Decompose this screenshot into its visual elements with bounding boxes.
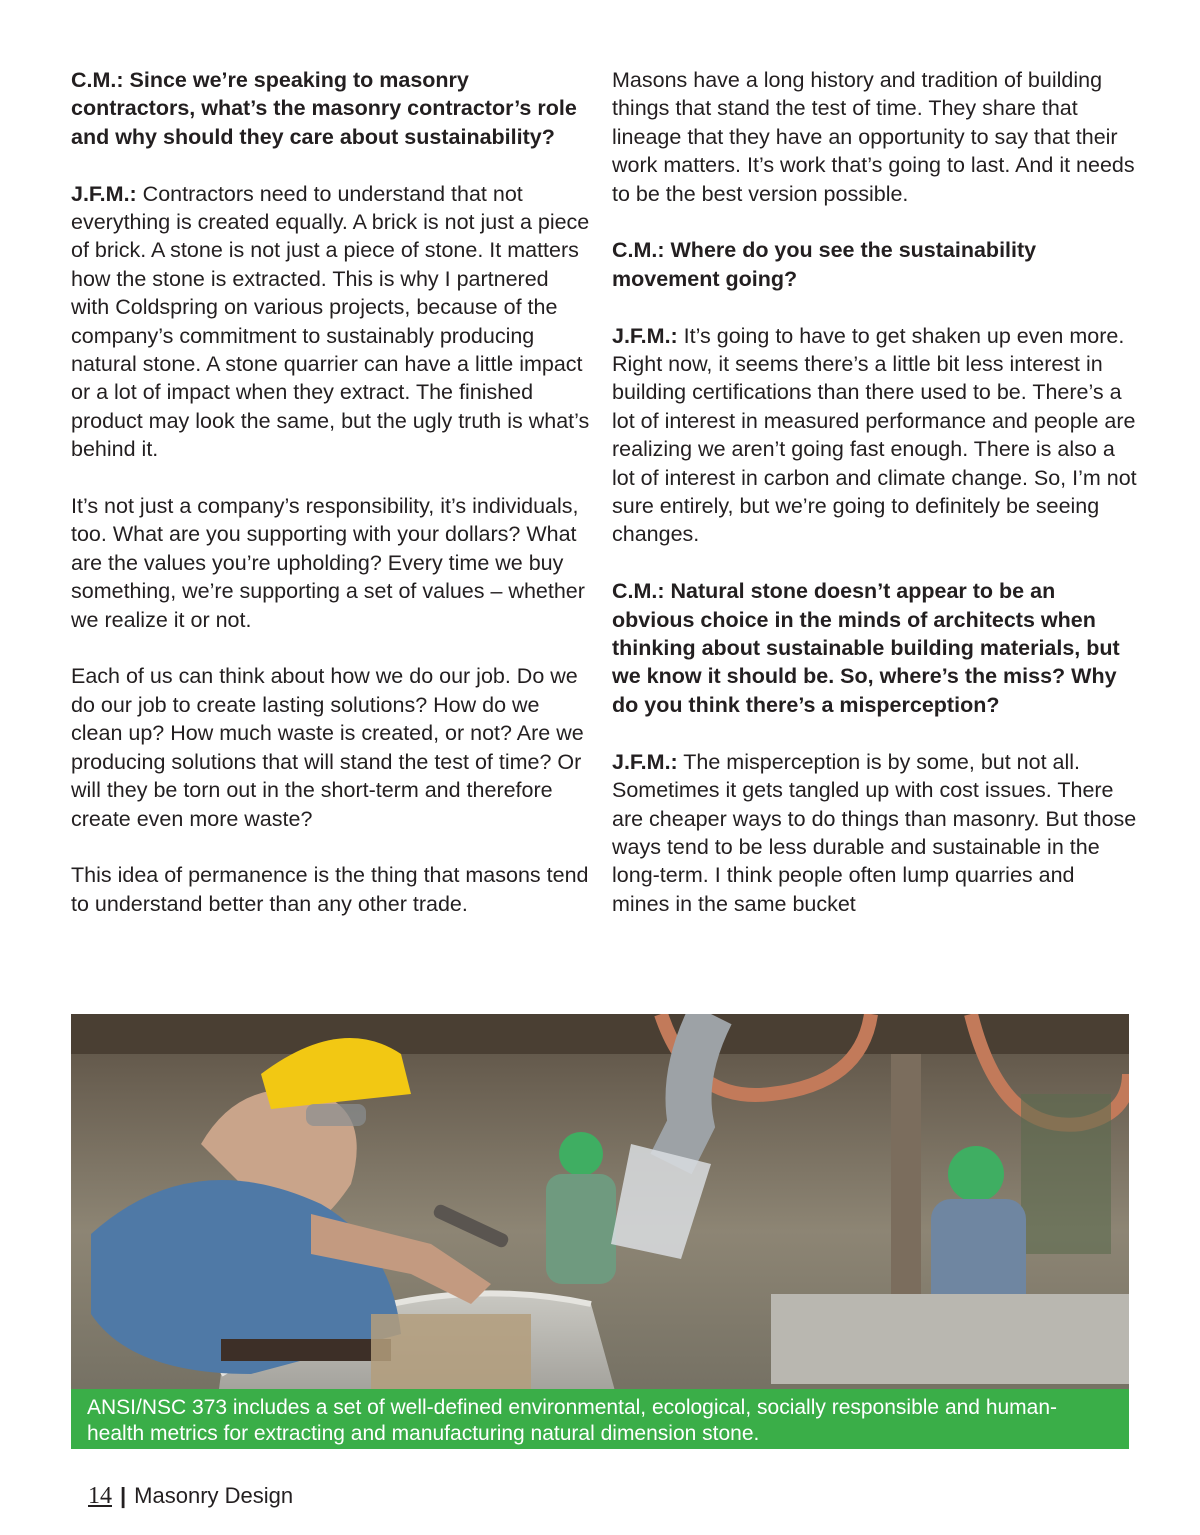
answer-text: It’s going to have to get shaken up even more. Right now, it seems there’s a little bit less interest in building certifications than there used to be. There’s a lot of interest in measured performance and people are realizing we aren’t going fast enough. There is also a lot of interest in carbon and climate change. So, I’m not sure entirely, but we’re going to definitely be seeing changes.: [612, 323, 1137, 547]
answer-text: Contractors need to understand that not everything is created equally. A brick is not just a piece of brick. A stone is not just a piece of stone. It matters how the stone is extracted. This is why I partnered with Coldspring on various projects, because of the company’s commitment to sustainably producing natural stone. A stone quarrier can have a little impact or a lot of impact when they extract. The finished product may look the same, but the ugly truth is what’s behind it.: [71, 181, 590, 462]
workshop-photo: [71, 1014, 1129, 1449]
page-footer: [88, 1483, 293, 1510]
paragraph-responsibility: It’s not just a company’s responsibility, it’s individuals, too. What are you supporting with your dollars? What are the values you’re upholding? Every time we buy something, we’re supporting a set of values – whether we realize it or not.: [71, 494, 585, 632]
paragraph-permanence: This idea of permanence is the thing that masons tend to understand better than any other trade.: [71, 863, 589, 916]
answer-movement: [612, 322, 1137, 549]
speaker-label: J.F.M.:: [612, 323, 678, 348]
right-column: [612, 66, 1137, 947]
speaker-label: J.F.M.:: [71, 181, 137, 206]
answer-misperception: [612, 748, 1137, 918]
question-sustainability-role: C.M.: Since we’re speaking to masonry contractors, what’s the masonry contractor’s role and why should they care about sustainability?: [71, 68, 577, 149]
workshop-illustration: [71, 1014, 1129, 1449]
footer-separator: |: [120, 1483, 127, 1508]
publication-name: Masonry Design: [134, 1483, 294, 1508]
answer-contractors: [71, 180, 591, 464]
page-number: 14: [88, 1483, 112, 1509]
paragraph-masons-history: Masons have a long history and tradition of building things that stand the test of time. They share that lineage that they have an opportunity to say that their work matters. It’s work that’s going to last. And it needs to be the best version possible.: [612, 68, 1135, 206]
question-movement: C.M.: Where do you see the sustainability movement going?: [612, 238, 1037, 291]
paragraph-job: Each of us can think about how we do our job. Do we do our job to create lasting solutions? How do we clean up? How much waste is created, or not? Are we producing solutions that will stand the test of time? Or will they be torn out in the short-term and therefore create even more waste?: [71, 664, 584, 831]
left-column: [71, 66, 591, 947]
speaker-label: J.F.M.:: [612, 749, 678, 774]
answer-text: The misperception is by some, but not all. Sometimes it gets tangled up with cost issues. There are cheaper ways to do things than masonry. But those ways tend to be less durable and sustainable in the long-term. I think people often lump quarries and mines in the same bucket: [612, 749, 1137, 916]
photo-caption: ANSI/NSC 373 includes a set of well-defined environmental, ecological, socially responsible and human-health metrics for extracting and manufacturing natural dimension stone.: [71, 1389, 1129, 1449]
question-misperception: C.M.: Natural stone doesn’t appear to be an obvious choice in the minds of architects when thinking about sustainable building materials, but we know it should be. So, where’s the miss? Why do you think there’s a misperception?: [612, 579, 1120, 717]
